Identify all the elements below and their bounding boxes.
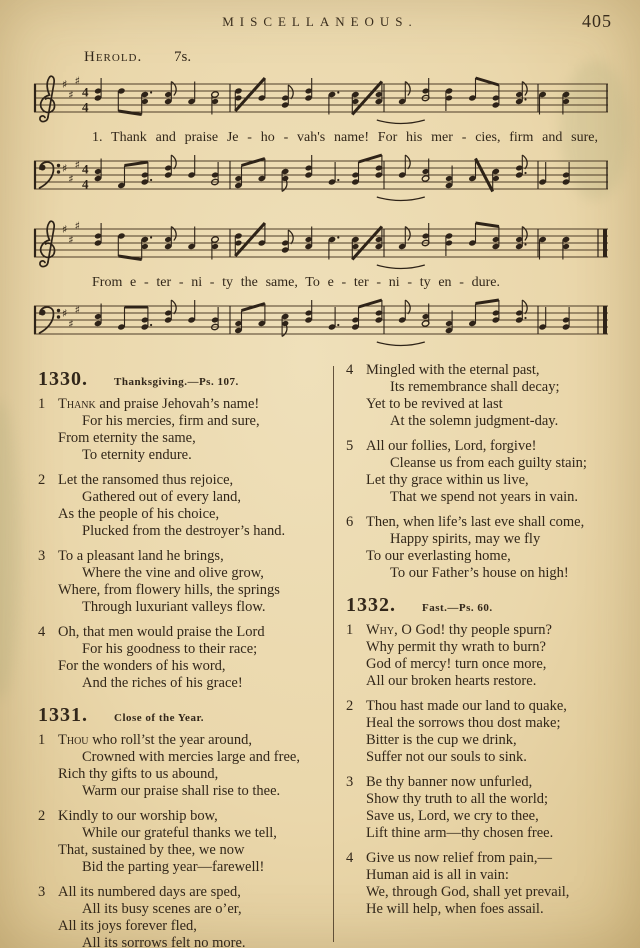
hymn-block (38, 704, 326, 948)
svg-text:♯: ♯ (62, 222, 68, 236)
verse-line: All its numbered days are sped, (58, 884, 241, 900)
time-signature (82, 162, 89, 192)
small-caps-word: Thou (58, 732, 89, 748)
treble-staff-system-2 (32, 215, 610, 273)
svg-text:♯: ♯ (62, 161, 68, 175)
verse-line: While our grateful thanks we tell, (82, 825, 277, 841)
verse-number: 1 (346, 622, 354, 638)
hymn-verse (346, 438, 622, 506)
verse-number: 4 (346, 362, 354, 378)
verse-line: At the solemn judgment-day. (390, 413, 559, 429)
hymn-verse (38, 548, 326, 616)
svg-text:♯: ♯ (68, 88, 74, 102)
verse-line: For his mercies, firm and sure, (82, 413, 260, 429)
verse-line: Give us now relief from pain,— (366, 850, 553, 866)
column-divider (333, 366, 334, 942)
hymn-verse (346, 774, 622, 842)
svg-text:♯: ♯ (68, 317, 74, 331)
verse-line: To our Father’s house on high! (390, 565, 569, 581)
verse-line: For the wonders of his word, (58, 658, 226, 674)
treble-clef-icon (40, 76, 55, 121)
hymn-heading (346, 594, 622, 617)
verse-line: Heal the sorrows thou dost make; (366, 715, 561, 731)
page-edge-shading (0, 400, 20, 700)
verse-number: 3 (38, 884, 46, 900)
verse-line: From eternity the same, (58, 430, 196, 446)
hymn-number: 1332. (346, 594, 396, 616)
bass-staff-system-1 (32, 147, 610, 205)
svg-text:♯: ♯ (74, 158, 80, 172)
lyric-line-2: From e - ter - ni - ty the same, To e - ter - ni - ty en - dure. (92, 275, 500, 290)
hymn-verse (38, 472, 326, 540)
verse-number: 5 (346, 438, 354, 454)
verse-line: Its remembrance shall decay; (390, 379, 560, 395)
page-number: 405 (582, 11, 612, 31)
verse-line: Through luxuriant valleys flow. (82, 599, 266, 615)
svg-text:♯: ♯ (74, 219, 80, 233)
verse-line: Mingled with the eternal past, (366, 362, 540, 378)
verse-line: Thou who roll’st the year around, (58, 732, 253, 748)
hymn-verse (38, 396, 326, 464)
verse-line: He will help, when foes assail. (366, 901, 544, 917)
verse-line: All its sorrows felt no more. (82, 935, 246, 948)
verse-number: 4 (346, 850, 354, 866)
verse-line: Cleanse us from each guilty stain; (390, 455, 587, 471)
verse-line: Let thy grace within us live, (366, 472, 529, 488)
verse-line: All our follies, Lord, forgive! (366, 438, 537, 454)
verse-line: Gathered out of every land, (82, 489, 242, 505)
hymn-verse (346, 622, 622, 690)
verse-line: Suffer not our souls to sink. (366, 749, 527, 765)
verse-line: Then, when life’s last eve shall come, (366, 514, 585, 530)
hymn-block (346, 362, 622, 582)
verse-line: Let the ransomed thus rejoice, (58, 472, 234, 488)
notes (94, 78, 570, 124)
verse-line: Happy spirits, may we fly (390, 531, 541, 547)
verse-line: To eternity endure. (82, 447, 192, 463)
hymn-number: 1330. (38, 368, 88, 390)
hymn-title: Thanksgiving.—Ps. 107. (114, 376, 239, 388)
svg-text:4: 4 (82, 84, 89, 100)
tune-caption (84, 49, 191, 66)
verse-line: To a pleasant land he brings, (58, 548, 224, 564)
hymn-verse (346, 850, 622, 918)
small-caps-word: Why, (366, 622, 398, 638)
verse-line: Crowned with mercies large and free, (82, 749, 300, 765)
verse-line: Warm our praise shall rise to thee. (82, 783, 281, 799)
verse-number: 1 (38, 396, 46, 412)
hymn-verse (38, 732, 326, 800)
hymn-verse (346, 698, 622, 766)
verse-line: Human aid is all in vain: (366, 867, 509, 883)
svg-text:♯: ♯ (74, 303, 80, 317)
time-signature (82, 85, 89, 115)
verse-line: Be thy banner now unfurled, (366, 774, 533, 790)
verse-line: Save us, Lord, we cry to thee, (366, 808, 539, 824)
verse-line: Plucked from the destroyer’s hand. (82, 523, 286, 539)
verse-line: Yet to be revived at last (366, 396, 503, 412)
verse-line: Lift thine arm—thy chosen free. (366, 825, 554, 841)
notes (94, 155, 570, 201)
svg-text:♯: ♯ (68, 172, 74, 186)
verse-line: Oh, that men would praise the Lord (58, 624, 265, 640)
hymn-block (346, 594, 622, 918)
verse-line: We, through God, shall yet prevail, (366, 884, 570, 900)
verse-line: God of mercy! turn once more, (366, 656, 547, 672)
verse-number: 3 (38, 548, 46, 564)
verse-number: 3 (346, 774, 354, 790)
verse-line: Kindly to our worship bow, (58, 808, 218, 824)
treble-staff-system-1 (32, 70, 610, 128)
lyric-line-1: 1. Thank and praise Je - ho - vah's name! For his mer - cies, firm and sure, (92, 130, 598, 145)
bass-staff-system-2 (32, 292, 610, 350)
meter-label: 7s. (174, 49, 192, 65)
verse-line: And the riches of his grace! (82, 675, 243, 691)
verse-line: All its busy scenes are o’er, (82, 901, 242, 917)
verse-line: Where the vine and olive grow, (82, 565, 264, 581)
notes (94, 300, 570, 346)
music-notation-block (30, 70, 612, 350)
verse-line: Show thy truth to all the world; (366, 791, 549, 807)
notes (94, 223, 570, 269)
verse-line: That we spend not years in vain. (390, 489, 579, 505)
running-header: MISCELLANEOUS. (222, 14, 418, 29)
hymn-title: Fast.—Ps. 60. (422, 602, 493, 614)
tune-name: Herold. (84, 49, 143, 65)
svg-text:4: 4 (82, 176, 89, 192)
verse-line: Bitter is the cup we drink, (366, 732, 517, 748)
verse-number: 1 (38, 732, 46, 748)
key-signature (62, 219, 80, 246)
svg-text:4: 4 (82, 161, 89, 177)
hymn-number: 1331. (38, 704, 88, 726)
hymn-verse (38, 808, 326, 876)
hymn-verse (346, 362, 622, 430)
column-left (38, 362, 326, 948)
verse-line: As the people of his choice, (58, 506, 220, 522)
verse-line: Why, O God! thy people spurn? (366, 622, 552, 638)
svg-text:♯: ♯ (62, 306, 68, 320)
key-signature (62, 74, 80, 101)
svg-text:♯: ♯ (74, 74, 80, 88)
verse-line: All its joys forever fled, (58, 918, 197, 934)
treble-clef-icon (40, 221, 55, 266)
hymn-title: Close of the Year. (114, 712, 205, 724)
verse-number: 2 (38, 472, 46, 488)
verse-line: All our broken hearts restore. (366, 673, 537, 689)
verse-line: To our everlasting home, (366, 548, 511, 564)
verse-line: For his goodness to their race; (82, 641, 258, 657)
column-right (346, 362, 622, 926)
hymn-block (38, 368, 326, 692)
verse-number: 6 (346, 514, 354, 530)
verse-number: 2 (38, 808, 46, 824)
verse-number: 2 (346, 698, 354, 714)
key-signature (62, 158, 80, 185)
svg-text:♯: ♯ (68, 233, 74, 247)
verse-number: 4 (38, 624, 46, 640)
verse-line: Thou hast made our land to quake, (366, 698, 567, 714)
hymn-verse (38, 624, 326, 692)
verse-line: Why permit thy wrath to burn? (366, 639, 546, 655)
verse-line: That, sustained by thee, we now (58, 842, 245, 858)
hymn-heading (38, 368, 326, 391)
hymn-verse (38, 884, 326, 948)
verse-line: Bid the parting year—farewell! (82, 859, 265, 875)
svg-text:♯: ♯ (62, 77, 68, 91)
small-caps-word: Thank (58, 396, 96, 412)
verse-line: Where, from flowery hills, the springs (58, 582, 280, 598)
hymn-verse (346, 514, 622, 582)
key-signature (62, 303, 80, 330)
hymn-heading (38, 704, 326, 727)
svg-text:4: 4 (82, 99, 89, 115)
verse-line: Rich thy gifts to us abound, (58, 766, 219, 782)
verse-line: Thank and praise Jehovah’s name! (58, 396, 260, 412)
